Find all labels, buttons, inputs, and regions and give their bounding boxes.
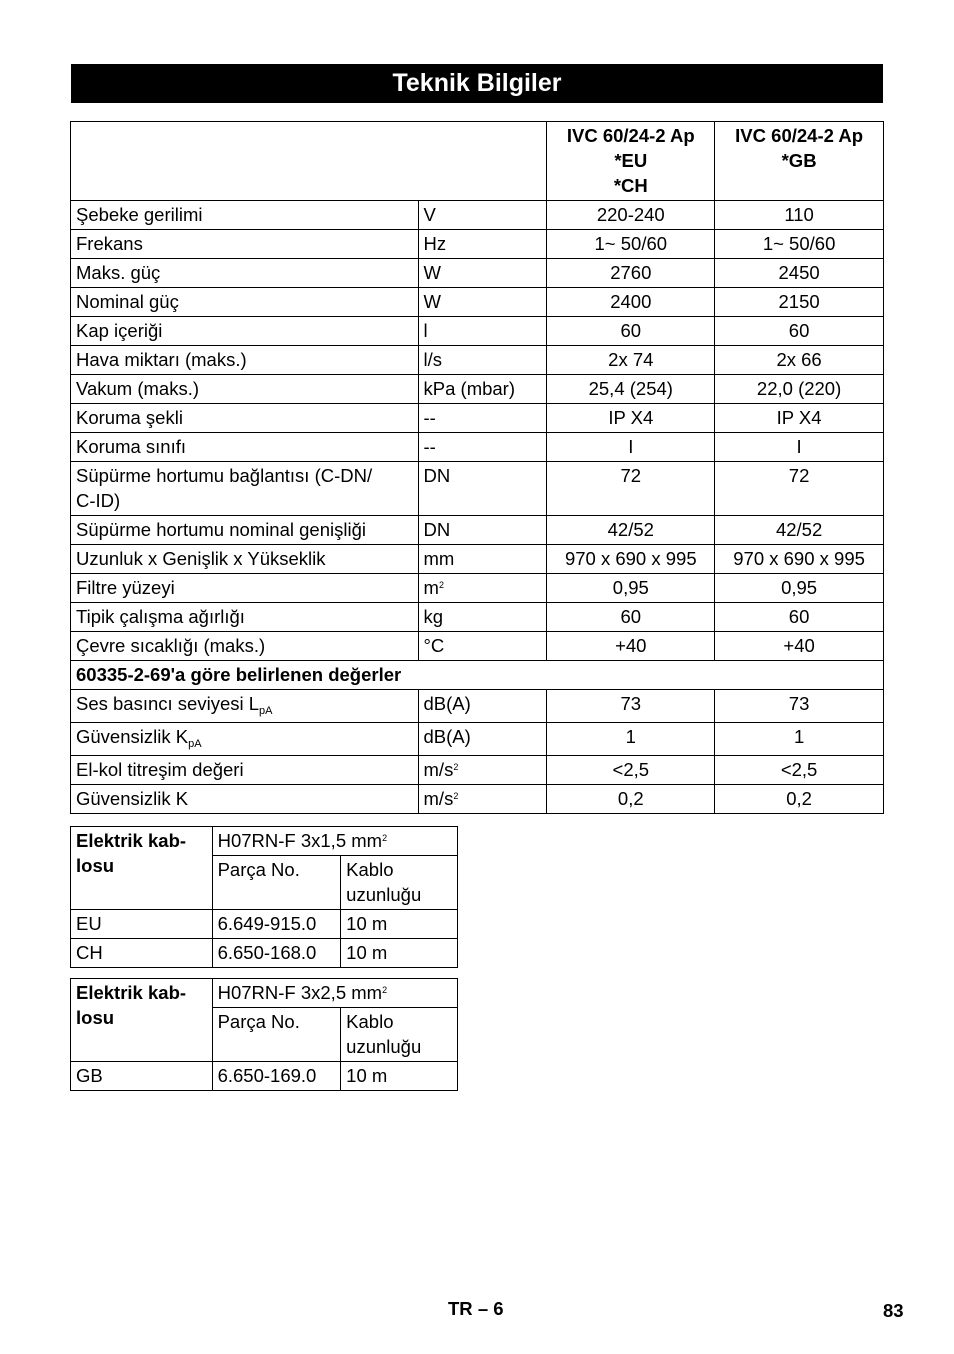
table-row	[71, 690, 884, 723]
table-row	[71, 346, 884, 375]
table-row	[71, 462, 884, 516]
page-number: 83	[883, 1300, 904, 1321]
section-code: TR	[448, 1298, 473, 1319]
unit-text: m/s	[423, 759, 454, 780]
row-value-gb: 1~ 50/60	[715, 230, 884, 259]
table-row	[71, 288, 884, 317]
table-row	[71, 910, 458, 939]
row-value-gb: I	[715, 433, 884, 462]
row-unit: dB(A)	[418, 723, 547, 756]
table-row	[71, 1062, 458, 1091]
row-label: Koruma şekli	[71, 404, 419, 433]
row-unit	[418, 785, 547, 814]
row-value-eu: IP X4	[547, 404, 715, 433]
row-value-gb: <2,5	[715, 756, 884, 785]
row-value-gb: 72	[715, 462, 884, 516]
table-row	[71, 574, 884, 603]
label-subscript: pA	[188, 738, 202, 750]
row-value-eu: <2,5	[547, 756, 715, 785]
row-value-gb: 2150	[715, 288, 884, 317]
row-unit: kPa (mbar)	[418, 375, 547, 404]
row-label: Tipik çalışma ağırlığı	[71, 603, 419, 632]
table-row	[71, 404, 884, 433]
row-label: Kap içeriği	[71, 317, 419, 346]
power-cable-table-1	[70, 826, 458, 968]
cable-type-superscript: 2	[382, 833, 388, 843]
unit-superscript: 2	[438, 580, 444, 590]
section-title-row	[71, 661, 884, 690]
table-row	[71, 516, 884, 545]
model-name: IVC 60/24-2 Ap	[735, 125, 864, 146]
cable-length-header	[341, 1008, 458, 1062]
row-value-eu: 2x 74	[547, 346, 715, 375]
cable-length-header-line: Kablo	[346, 1011, 394, 1032]
unit-text: m	[423, 577, 439, 598]
table-row	[71, 545, 884, 574]
row-label: Şebeke gerilimi	[71, 201, 419, 230]
unit-superscript: 2	[453, 791, 459, 801]
row-label	[71, 723, 419, 756]
row-unit: l/s	[418, 346, 547, 375]
row-value-eu: 970 x 690 x 995	[547, 545, 715, 574]
cable-length-header	[341, 856, 458, 910]
row-unit: Hz	[418, 230, 547, 259]
power-cable-table-2	[70, 978, 458, 1091]
model-variant-eu: *EU	[614, 150, 648, 171]
cable-part-number: 6.649-915.0	[212, 910, 341, 939]
cable-length-header-line: Kablo	[346, 859, 394, 880]
cable-length: 10 m	[341, 939, 458, 968]
cable-header-line: Elektrik kab-	[76, 982, 187, 1003]
row-label: El-kol titreşim değeri	[71, 756, 419, 785]
model-gb-header	[715, 122, 884, 201]
row-label: Hava miktarı (maks.)	[71, 346, 419, 375]
label-text: Ses basıncı seviyesi L	[76, 693, 260, 714]
row-value-gb: 60	[715, 317, 884, 346]
row-label: Güvensizlik K	[71, 785, 419, 814]
row-unit: mm	[418, 545, 547, 574]
row-value-gb: 1	[715, 723, 884, 756]
section-page-label	[448, 1298, 504, 1320]
row-value-eu: +40	[547, 632, 715, 661]
row-value-gb: 73	[715, 690, 884, 723]
row-value-gb: 0,95	[715, 574, 884, 603]
table-row	[71, 230, 884, 259]
model-variant-gb: *GB	[781, 150, 817, 171]
row-label	[71, 690, 419, 723]
cable-header	[71, 827, 213, 910]
row-unit	[418, 756, 547, 785]
cable-type	[212, 979, 457, 1008]
table-row	[71, 433, 884, 462]
cable-type	[212, 827, 457, 856]
row-unit: °C	[418, 632, 547, 661]
row-unit: W	[418, 259, 547, 288]
row-value-eu: 0,2	[547, 785, 715, 814]
section-page-number: 6	[493, 1298, 504, 1319]
page-title: Teknik Bilgiler	[71, 64, 883, 103]
row-value-gb: 2450	[715, 259, 884, 288]
row-unit: kg	[418, 603, 547, 632]
row-value-eu: 0,95	[547, 574, 715, 603]
cable-header-line: losu	[76, 855, 115, 876]
row-unit: --	[418, 433, 547, 462]
row-value-eu: 72	[547, 462, 715, 516]
row-value-gb: 2x 66	[715, 346, 884, 375]
table-row	[71, 201, 884, 230]
row-value-eu: 1	[547, 723, 715, 756]
row-label	[71, 462, 419, 516]
row-value-eu: 73	[547, 690, 715, 723]
cable-region: EU	[71, 910, 213, 939]
table-row	[71, 375, 884, 404]
cable-type-text: H07RN-F 3x2,5 mm	[217, 982, 383, 1003]
table-header-row	[71, 122, 884, 201]
row-label-line: Süpürme hortumu bağlantısı (C-DN/	[76, 465, 373, 486]
row-label: Nominal güç	[71, 288, 419, 317]
cable-type-row	[71, 827, 458, 856]
technical-data-table	[70, 121, 884, 814]
cable-header-line: Elektrik kab-	[76, 830, 187, 851]
cable-region: GB	[71, 1062, 213, 1091]
row-label: Frekans	[71, 230, 419, 259]
row-unit: W	[418, 288, 547, 317]
footer-dash: –	[477, 1298, 489, 1319]
part-number-header: Parça No.	[212, 1008, 341, 1062]
row-value-eu: 2400	[547, 288, 715, 317]
table-row	[71, 259, 884, 288]
model-eu-ch-header	[547, 122, 715, 201]
row-label-line: C-ID)	[76, 490, 121, 511]
row-unit: l	[418, 317, 547, 346]
section-title: 60335-2-69'a göre belirlenen değerler	[71, 661, 884, 690]
row-value-eu: 60	[547, 317, 715, 346]
cable-header	[71, 979, 213, 1062]
row-value-gb: 60	[715, 603, 884, 632]
cable-part-number: 6.650-169.0	[212, 1062, 341, 1091]
row-unit: V	[418, 201, 547, 230]
table-row	[71, 632, 884, 661]
row-value-gb: 0,2	[715, 785, 884, 814]
row-unit: --	[418, 404, 547, 433]
unit-superscript: 2	[453, 762, 459, 772]
cable-type-text: H07RN-F 3x1,5 mm	[217, 830, 383, 851]
row-value-gb: 970 x 690 x 995	[715, 545, 884, 574]
row-unit: DN	[418, 462, 547, 516]
row-value-eu: I	[547, 433, 715, 462]
row-label: Süpürme hortumu nominal genişliği	[71, 516, 419, 545]
row-unit: DN	[418, 516, 547, 545]
part-number-header: Parça No.	[212, 856, 341, 910]
cable-header-line: losu	[76, 1007, 115, 1028]
row-unit: dB(A)	[418, 690, 547, 723]
row-value-gb: 22,0 (220)	[715, 375, 884, 404]
table-row	[71, 785, 884, 814]
header-empty-cell	[71, 122, 547, 201]
row-value-eu: 1~ 50/60	[547, 230, 715, 259]
row-value-eu: 220-240	[547, 201, 715, 230]
cable-type-row	[71, 979, 458, 1008]
cable-region: CH	[71, 939, 213, 968]
row-label: Filtre yüzeyi	[71, 574, 419, 603]
row-value-eu: 2760	[547, 259, 715, 288]
row-label: Maks. güç	[71, 259, 419, 288]
model-name: IVC 60/24-2 Ap	[566, 125, 695, 146]
row-value-gb: 42/52	[715, 516, 884, 545]
row-value-eu: 60	[547, 603, 715, 632]
row-unit	[418, 574, 547, 603]
table-row	[71, 723, 884, 756]
row-label: Vakum (maks.)	[71, 375, 419, 404]
cable-length-header-line: uzunluğu	[346, 1036, 422, 1057]
row-value-gb: IP X4	[715, 404, 884, 433]
table-row	[71, 756, 884, 785]
cable-part-number: 6.650-168.0	[212, 939, 341, 968]
row-value-eu: 42/52	[547, 516, 715, 545]
cable-length: 10 m	[341, 1062, 458, 1091]
cable-length-header-line: uzunluğu	[346, 884, 422, 905]
row-label: Uzunluk x Genişlik x Yükseklik	[71, 545, 419, 574]
table-row	[71, 317, 884, 346]
table-row	[71, 939, 458, 968]
cable-length: 10 m	[341, 910, 458, 939]
row-label: Koruma sınıfı	[71, 433, 419, 462]
cable-type-superscript: 2	[382, 985, 388, 995]
row-value-gb: 110	[715, 201, 884, 230]
label-text: Güvensizlik K	[76, 726, 189, 747]
unit-text: m/s	[423, 788, 454, 809]
row-label: Çevre sıcaklığı (maks.)	[71, 632, 419, 661]
table-row	[71, 603, 884, 632]
row-value-eu: 25,4 (254)	[547, 375, 715, 404]
label-subscript: pA	[259, 705, 273, 717]
row-value-gb: +40	[715, 632, 884, 661]
model-variant-ch: *CH	[613, 175, 648, 196]
